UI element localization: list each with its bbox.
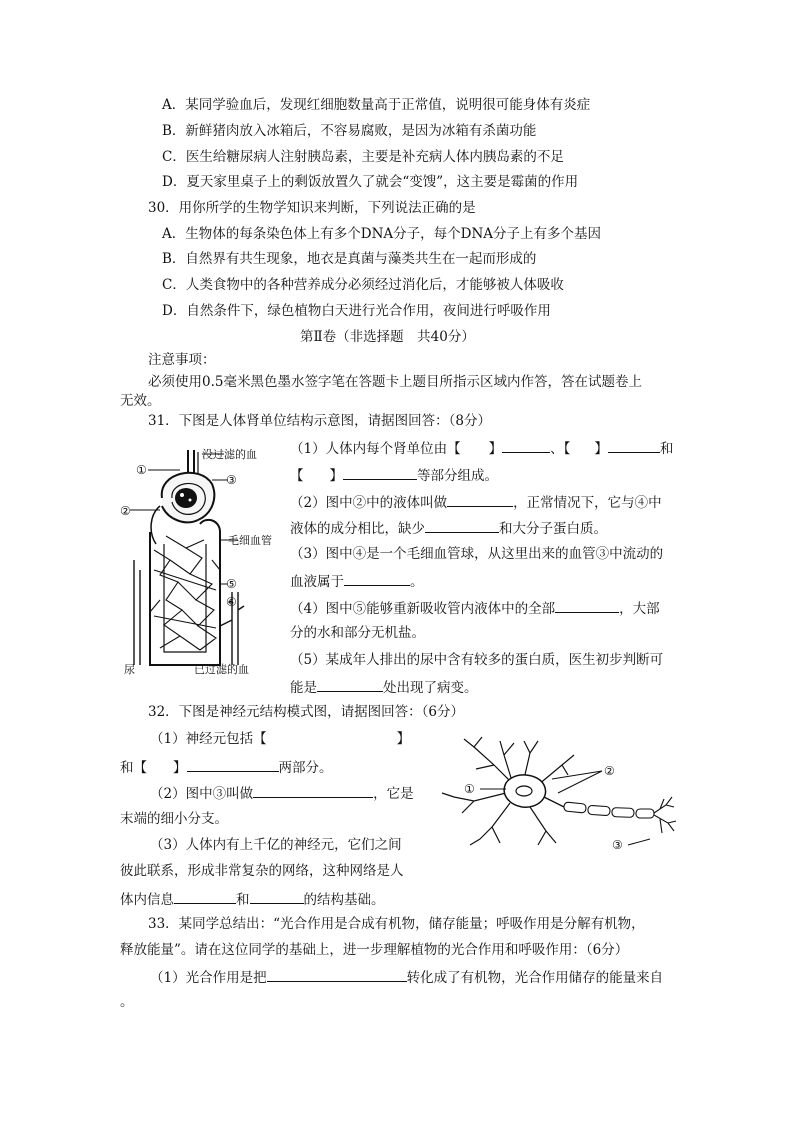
q31-p1-text-e: 和 bbox=[659, 441, 674, 457]
q31-part1-line2 bbox=[290, 465, 498, 485]
q31-p5-blank-1[interactable] bbox=[317, 677, 383, 692]
q31-stem: 31．下图是人体肾单位结构示意图，请据图回答：（8分） bbox=[148, 413, 492, 429]
q29-option-a: A．某同学验血后，发现红细胞数量高于正常值，说明很可能身体有炎症 bbox=[162, 97, 591, 113]
q31-p1-text-a: （1）人体内每个肾单位由【 bbox=[290, 441, 461, 457]
q32-p2-text-b: ，它是 bbox=[373, 786, 414, 802]
nephron-label-urine: 尿 bbox=[124, 663, 135, 676]
q30-option-c: C．人类食物中的各种营养成分必须经过消化后，才能够被人体吸收 bbox=[162, 277, 564, 293]
q32-part1-line2 bbox=[120, 757, 333, 777]
q31-part5-line1: （5）某成年人排出的尿中含有较多的蛋白质，医生初步判断可 bbox=[290, 652, 664, 668]
q31-p4-blank-1[interactable] bbox=[555, 598, 619, 613]
notice-label: 注意事项： bbox=[148, 352, 216, 368]
q32-p1-text-b: 】 bbox=[396, 731, 411, 747]
q31-p5-text-c: 处出现了病变。 bbox=[383, 680, 478, 696]
q31-p1-blank-1[interactable] bbox=[502, 438, 550, 453]
q31-part2-line2 bbox=[290, 518, 607, 538]
neuron-label-1: ① bbox=[464, 782, 475, 796]
q33-part1-line1 bbox=[150, 967, 663, 987]
q31-p1-text-h: 等部分组成。 bbox=[417, 468, 498, 484]
q32-p2-text-a: （2）图中③叫做 bbox=[150, 786, 254, 802]
q31-part4-line1 bbox=[290, 598, 660, 618]
q32-part3-line3 bbox=[120, 889, 385, 909]
q31-p1-text-c: 、【 bbox=[550, 441, 571, 457]
q32-part2-line1 bbox=[150, 783, 414, 803]
q32-p1-text-c: 和【 bbox=[120, 760, 147, 776]
q32-part2-line2: 末端的细小分支。 bbox=[120, 811, 228, 827]
q32-p3-blank-1[interactable] bbox=[174, 889, 236, 904]
q31-p2-text-c: 液体的成分相比，缺少 bbox=[290, 521, 425, 537]
q32-p1-text-a: （1）神经元包括【 bbox=[150, 731, 267, 747]
q32-p3-text-c: 体内信息 bbox=[120, 892, 174, 908]
q31-p3-blank-1[interactable] bbox=[344, 571, 410, 586]
notice-line-2: 无效。 bbox=[120, 393, 161, 409]
q32-p1-text-e: 两部分。 bbox=[278, 760, 333, 776]
q31-part1-line1 bbox=[290, 438, 673, 458]
q32-p3-text-e: 的结构基础。 bbox=[303, 892, 385, 908]
q33-p1-text-b: 转化成了有机物，光合作用储存的能量来自 bbox=[406, 970, 664, 986]
q30-option-b: B．自然界有共生现象，地衣是真菌与藻类共生在一起而形成的 bbox=[162, 251, 537, 267]
q31-p1-text-g: 】 bbox=[329, 468, 343, 484]
q32-p3-text-d: 和 bbox=[236, 892, 250, 908]
nephron-label-filtered-blood: 已过滤的血 bbox=[194, 663, 249, 676]
nephron-label-1: ① bbox=[136, 463, 147, 477]
q31-p2-text-d: 和大分子蛋白质。 bbox=[499, 521, 607, 537]
q31-p3-text-c: 。 bbox=[410, 574, 424, 590]
q31-p1-blank-3[interactable] bbox=[343, 465, 417, 480]
q31-part2-line1 bbox=[290, 492, 662, 512]
neuron-label-3: ③ bbox=[612, 838, 623, 852]
q31-p3-text-b: 血液属于 bbox=[290, 574, 344, 590]
q32-part3-line1: （3）人体内有上千亿的神经元，它们之间 bbox=[150, 837, 402, 853]
q31-part4-line2: 分的水和部分无机盐。 bbox=[290, 625, 425, 641]
q33-stem-line2: 释放能量”。请在这位同学的基础上，进一步理解植物的光合作用和呼吸作用：（6分） bbox=[120, 942, 629, 958]
q31-part3-line2 bbox=[290, 571, 424, 591]
q31-part5-line2 bbox=[290, 677, 478, 697]
q31-p4-text-b: ，大部 bbox=[619, 601, 660, 617]
q29-option-b: B．新鲜猪肉放入冰箱后，不容易腐败，是因为冰箱有杀菌功能 bbox=[162, 123, 537, 139]
q33-p1-text-a: （1）光合作用是把 bbox=[150, 970, 267, 986]
q31-p1-text-f: 【 bbox=[290, 468, 304, 484]
q30-stem: 30．用你所学的生物学知识来判断，下列说法正确的是 bbox=[148, 200, 476, 216]
q31-part3-line1: （3）图中④是一个毛细血管球，从这里出来的血管③中流动的 bbox=[290, 546, 664, 562]
nephron-diagram bbox=[120, 440, 295, 680]
q33-part1-line2: 。 bbox=[120, 994, 134, 1010]
nephron-label-6: ⑥ bbox=[226, 595, 237, 609]
nephron-label-2: ② bbox=[120, 504, 131, 518]
q32-p1-blank-1[interactable] bbox=[187, 757, 279, 772]
q31-p2-blank-2[interactable] bbox=[425, 518, 499, 533]
q29-option-d: D．夏天家里桌子上的剩饭放置久了就会“变馊”，这主要是霉菌的作用 bbox=[162, 174, 579, 190]
q33-p1-blank-1[interactable] bbox=[267, 967, 407, 982]
part2-title: 第Ⅱ卷（非选择题 共40分） bbox=[300, 329, 475, 345]
q33-stem-line1: 33．某同学总结出：“光合作用是合成有机物，储存能量；呼吸作用是分解有机物， bbox=[148, 916, 645, 932]
nephron-label-3: ③ bbox=[226, 473, 237, 487]
q31-p2-text-b: ，正常情况下，它与④中 bbox=[513, 495, 662, 511]
q30-option-d: D．自然条件下，绿色植物白天进行光合作用，夜间进行呼吸作用 bbox=[162, 303, 551, 319]
notice-line-1: 必须使用0.5毫米黑色墨水签字笔在答题卡上题目所指示区域内作答，答在试题卷上 bbox=[148, 374, 642, 390]
q31-p1-text-d: 】 bbox=[594, 441, 608, 457]
q32-p2-blank-1[interactable] bbox=[253, 783, 373, 798]
q32-p1-text-d: 】 bbox=[173, 760, 187, 776]
q31-p5-text-b: 能是 bbox=[290, 680, 317, 696]
neuron-diagram bbox=[434, 735, 676, 855]
q31-p1-blank-2[interactable] bbox=[608, 438, 660, 453]
nephron-label-5: ⑤ bbox=[226, 577, 237, 591]
q32-p3-blank-2[interactable] bbox=[250, 889, 304, 904]
q32-part3-line2: 彼此联系，形成非常复杂的网络，这种网络是人 bbox=[120, 863, 404, 879]
q32-stem: 32．下图是神经元结构模式图，请据图回答：（6分） bbox=[148, 704, 465, 720]
neuron-label-2: ② bbox=[604, 764, 615, 778]
q29-option-c: C．医生给糖尿病人注射胰岛素，主要是补充病人体内胰岛素的不足 bbox=[162, 149, 564, 165]
q31-p2-blank-1[interactable] bbox=[447, 492, 513, 507]
nephron-label-capillary: 毛细血管 bbox=[228, 534, 272, 547]
nephron-label-unfiltered-blood: 没过滤的血 bbox=[202, 448, 257, 461]
q31-p4-text-a: （4）图中⑤能够重新吸收管内液体中的全部 bbox=[290, 601, 556, 617]
q32-part1-line1 bbox=[150, 730, 410, 748]
q31-p2-text-a: （2）图中②中的液体叫做 bbox=[290, 495, 448, 511]
q31-p1-text-b: 】 bbox=[488, 441, 503, 457]
q30-option-a: A．生物体的每条染色体上有多个DNA分子，每个DNA分子上有多个基因 bbox=[162, 226, 602, 242]
